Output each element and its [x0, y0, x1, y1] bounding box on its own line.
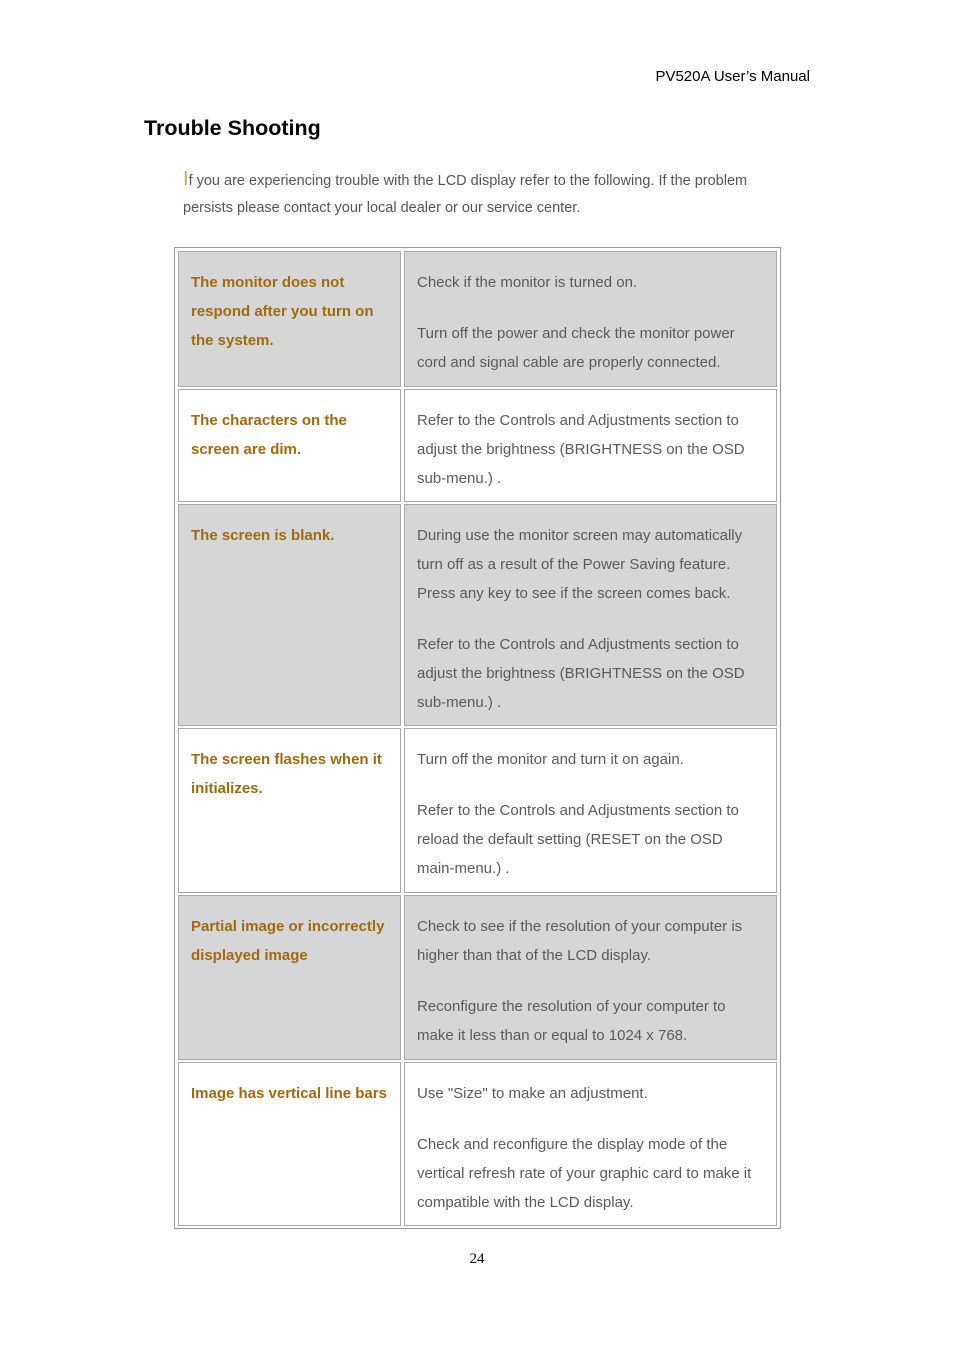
- table-row: [177, 727, 778, 894]
- problem-cell: [178, 251, 401, 387]
- solution-text: Turn off the monitor and turn it on again.: [417, 751, 684, 768]
- manual-header: PV520A User’s Manual: [655, 68, 810, 85]
- problem-text: The screen is blank.: [191, 527, 335, 544]
- section-title: Trouble Shooting: [144, 116, 321, 140]
- solution-text: Reconfigure the resolution of your computer to make it less than or equal to 1024 x 768.: [417, 998, 726, 1044]
- solution-cell: [404, 895, 777, 1060]
- problem-text: Partial image or incorrectly displayed image: [191, 918, 385, 964]
- problem-cell: [178, 389, 401, 502]
- solution-text: Check and reconfigure the display mode of the vertical refresh rate of your graphic card to make it compatible with the LCD display.: [417, 1136, 752, 1211]
- table-row: [177, 894, 778, 1061]
- solution-text: Check if the monitor is turned on.: [417, 274, 638, 291]
- table-row: [177, 503, 778, 727]
- intro-text: f you are experiencing trouble with the LCD display refer to the following. If the problem persists please contact your local dealer or our service center.: [183, 173, 748, 216]
- solution-text: Refer to the Controls and Adjustments section to adjust the brightness (BRIGHTNESS on the OSD sub-menu.) .: [417, 636, 745, 711]
- problem-text: The screen flashes when it initializes.: [191, 751, 382, 797]
- page-number: 24: [469, 1251, 485, 1267]
- solution-text: Refer to the Controls and Adjustments section to adjust the brightness (BRIGHTNESS on the OSD sub-menu.) .: [417, 412, 745, 487]
- problem-cell: [178, 1062, 401, 1226]
- solution-cell: [404, 728, 777, 893]
- problem-text: The monitor does not respond after you turn on the system.: [191, 274, 374, 349]
- table-row: [177, 388, 778, 503]
- table-row: [177, 250, 778, 388]
- problem-text: Image has vertical line bars: [191, 1085, 387, 1102]
- solution-text: Turn off the power and check the monitor power cord and signal cable are properly connected.: [417, 325, 735, 371]
- solution-text: Refer to the Controls and Adjustments section to reload the default setting (RESET on the OSD main-menu.) .: [417, 802, 739, 877]
- solution-cell: [404, 504, 777, 726]
- problem-cell: [178, 895, 401, 1060]
- solution-cell: [404, 1062, 777, 1226]
- intro-paragraph: [183, 168, 783, 222]
- solution-text: Use "Size" to make an adjustment.: [417, 1085, 648, 1102]
- table-row: [177, 1061, 778, 1227]
- intro-drop-letter: I: [183, 168, 189, 190]
- solution-text: During use the monitor screen may automatically turn off as a result of the Power Saving feature. Press any key to see if the screen comes back.: [417, 527, 743, 602]
- problem-cell: [178, 728, 401, 893]
- solution-cell: [404, 389, 777, 502]
- solution-cell: [404, 251, 777, 387]
- solution-text: Check to see if the resolution of your computer is higher than that of the LCD display.: [417, 918, 743, 964]
- problem-text: The characters on the screen are dim.: [191, 412, 347, 458]
- troubleshooting-table: [174, 247, 781, 1229]
- problem-cell: [178, 504, 401, 726]
